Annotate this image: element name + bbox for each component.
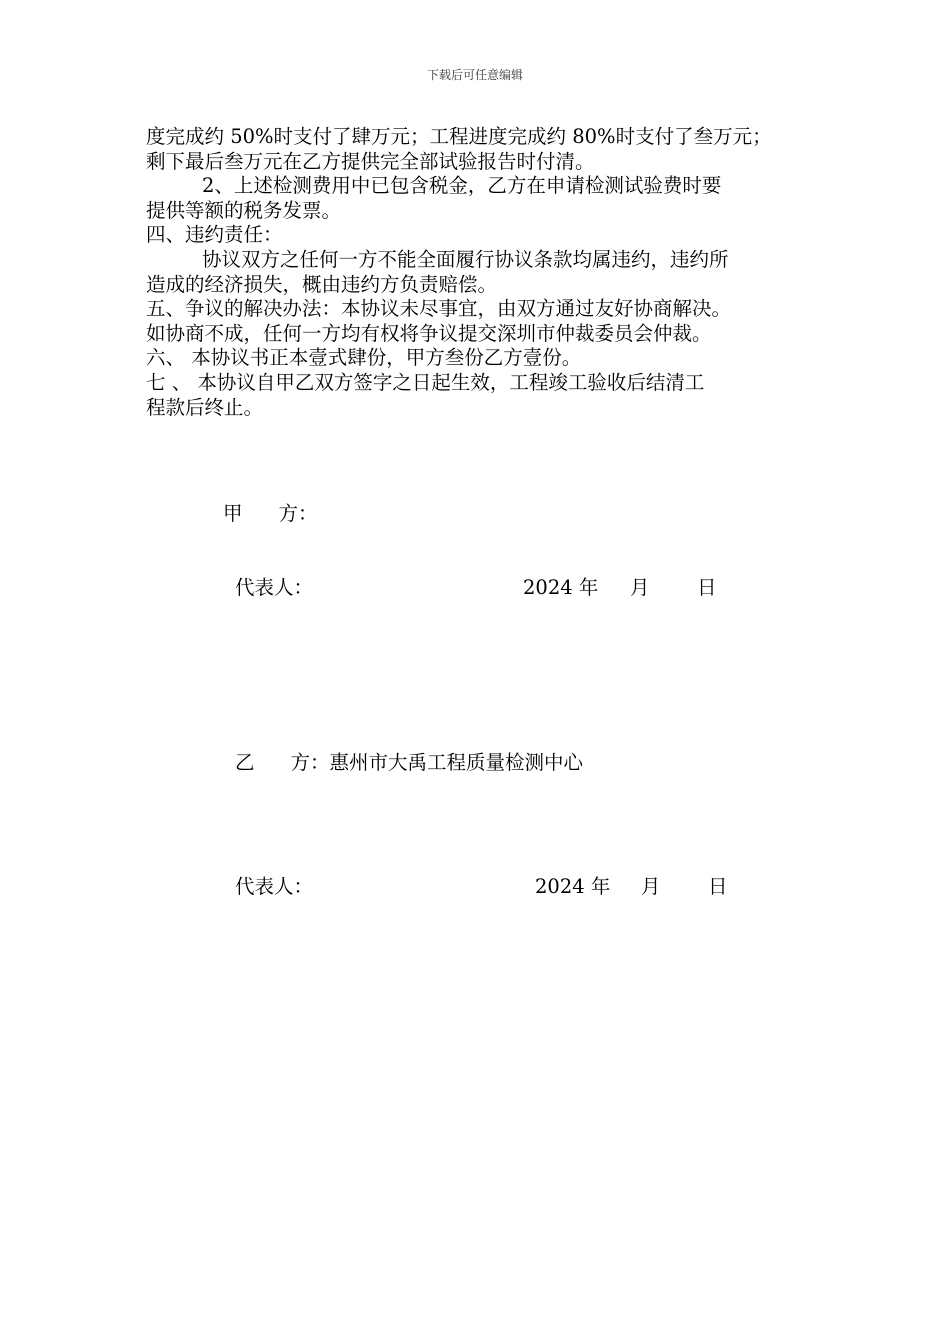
page-header-note: 下载后可任意编辑 bbox=[426, 68, 523, 82]
party-b-rep-label: 代表人： bbox=[235, 875, 314, 898]
party-a-label bbox=[223, 498, 318, 526]
party-b-month: 月 bbox=[641, 875, 661, 898]
body-line: 2、上述检测费用中已包含税金，乙方在申请检测试验费时要 bbox=[202, 174, 722, 198]
body-line: 剩下最后叁万元在乙方提供完全部试验报告时付清。 bbox=[146, 149, 595, 173]
party-a-month: 月 bbox=[630, 576, 650, 599]
party-a-char: 甲 bbox=[223, 502, 243, 525]
party-b-label bbox=[235, 747, 583, 775]
party-b-name: 惠州市大禹工程质量检测中心 bbox=[329, 751, 584, 774]
body-line: 如协商不成，任何一方均有权将争议提交深圳市仲裁委员会仲裁。 bbox=[146, 321, 712, 345]
body-line: 造成的经济损失，概由违约方负责赔偿。 bbox=[146, 272, 498, 296]
party-a-day: 日 bbox=[697, 576, 717, 599]
party-b-day: 日 bbox=[708, 875, 728, 898]
party-a-year: 2024 年 bbox=[523, 576, 599, 599]
body-line: 协议双方之任何一方不能全面履行协议条款均属违约，违约所 bbox=[202, 247, 729, 271]
body-line: 五、争议的解决办法：本协议未尽事宜，由双方通过友好协商解决。 bbox=[146, 297, 732, 321]
party-b-year: 2024 年 bbox=[535, 875, 611, 898]
party-a-rep-label: 代表人： bbox=[235, 576, 314, 599]
body-line: 七 、 本协议自甲乙双方签字之日起生效，工程竣工验收后结清工 bbox=[146, 370, 705, 394]
contract-body bbox=[146, 125, 836, 420]
body-line: 度完成约 50%时支付了肆万元；工程进度完成约 80%时支付了叁万元； bbox=[146, 125, 772, 148]
body-line: 提供等额的税务发票。 bbox=[146, 198, 342, 222]
party-b-char: 乙 bbox=[235, 751, 255, 774]
section-heading: 四、违约责任： bbox=[146, 223, 283, 247]
party-a-colon: 方： bbox=[278, 502, 318, 525]
party-b-colon: 方： bbox=[290, 751, 330, 774]
body-line: 程款后终止。 bbox=[146, 395, 264, 419]
body-line: 六、 本协议书正本壹式肆份，甲方叁份乙方壹份。 bbox=[146, 346, 582, 370]
